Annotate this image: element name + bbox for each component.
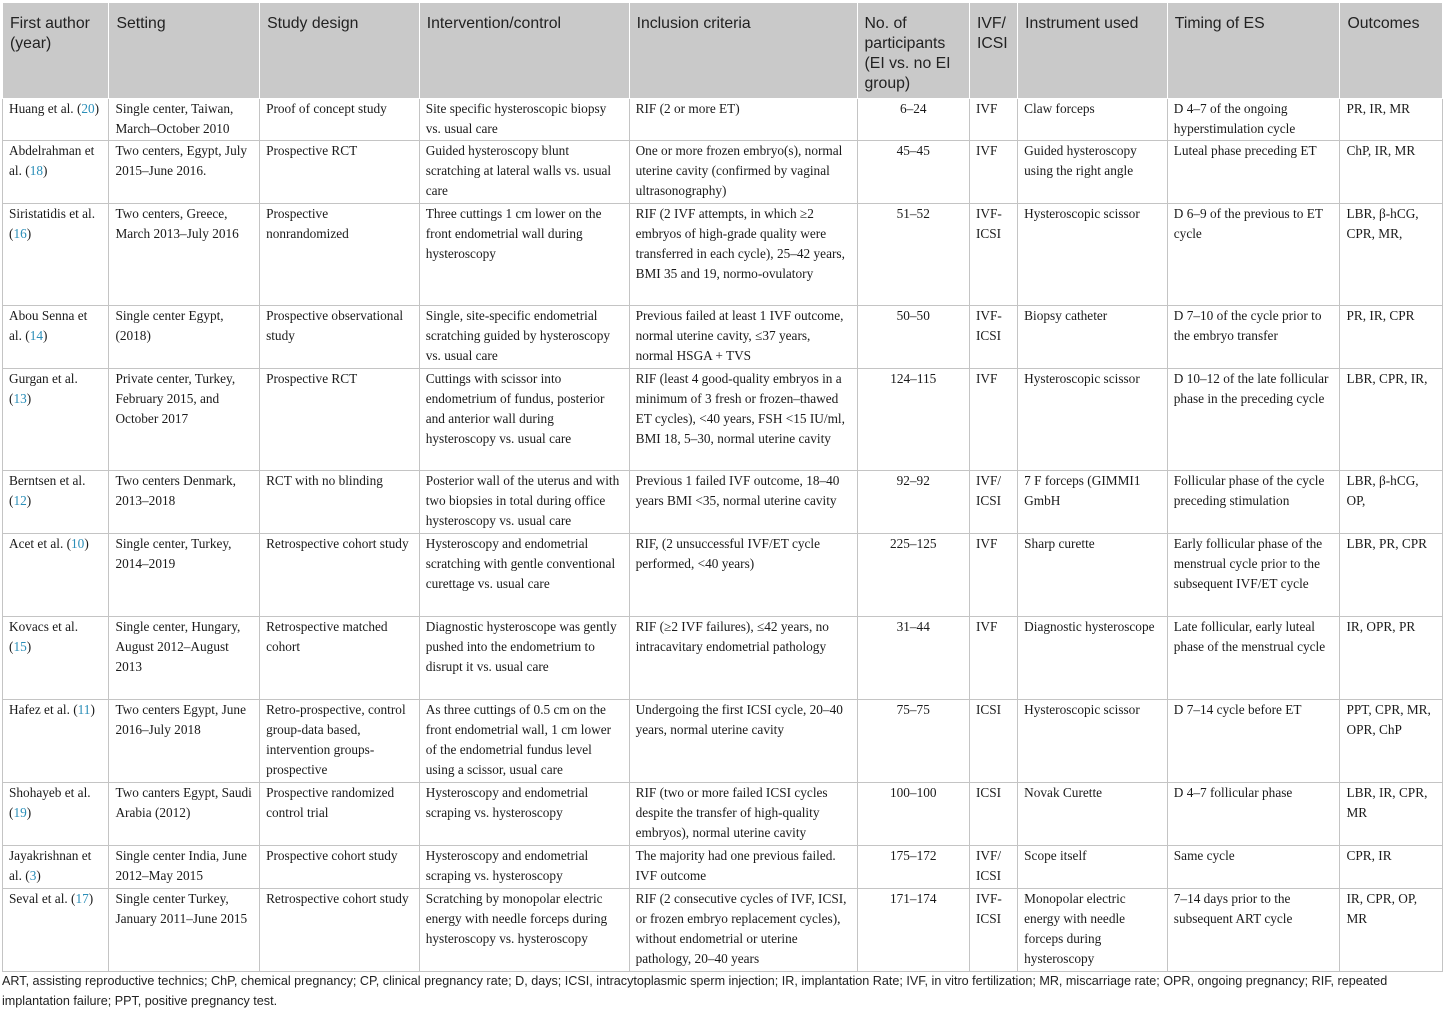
column-header-inclusion: Inclusion criteria xyxy=(629,3,857,99)
author-paren: ) xyxy=(42,328,48,343)
cell-design: Retrospective cohort study xyxy=(260,889,420,972)
cell-timing: D 4–7 of the ongoing hyperstimulation cycle xyxy=(1167,99,1340,141)
cell-design: Prospective nonrandomized xyxy=(260,204,420,306)
cell-setting: Single center Egypt, (2018) xyxy=(109,306,260,369)
table-row xyxy=(3,99,1443,141)
cell-instrument: Hysteroscopic scissor xyxy=(1018,700,1168,783)
cell-participants: 175–172 xyxy=(857,846,969,889)
cell-instrument: Diagnostic hysteroscope xyxy=(1018,617,1168,700)
cell-design: Prospective randomized control trial xyxy=(260,783,420,846)
cell-outcomes: CPR, IR xyxy=(1340,846,1443,889)
cell-inclusion: RIF (least 4 good-quality embryos in a minimum of 3 fresh or frozen–thawed ET cycles), <40 years, FSH <15 IU/ml, BMI 18, 5–30, normal uterine cavity xyxy=(629,369,857,471)
cell-author xyxy=(3,700,109,783)
column-header-instrument: Instrument used xyxy=(1018,3,1168,99)
reference-link[interactable]: 16 xyxy=(13,226,27,241)
cell-author xyxy=(3,99,109,141)
cell-setting: Two centers Denmark, 2013–2018 xyxy=(109,471,260,534)
cell-intervention: Single, site-specific endometrial scratching guided by hysteroscopy vs. usual care xyxy=(419,306,629,369)
cell-author xyxy=(3,204,109,306)
cell-outcomes: IR, OPR, PR xyxy=(1340,617,1443,700)
author-name: Shohayeb et al. ( xyxy=(9,785,91,820)
author-name: Jayakrishnan et al. ( xyxy=(9,848,92,883)
cell-design: Prospective RCT xyxy=(260,369,420,471)
cell-instrument: Sharp curette xyxy=(1018,534,1168,617)
author-name: Gurgan et al. ( xyxy=(9,371,78,406)
cell-author xyxy=(3,534,109,617)
cell-outcomes: ChP, IR, MR xyxy=(1340,141,1443,204)
cell-setting: Single center, Turkey, 2014–2019 xyxy=(109,534,260,617)
table-row xyxy=(3,889,1443,972)
reference-link[interactable]: 12 xyxy=(13,493,27,508)
table-row xyxy=(3,700,1443,783)
cell-participants: 75–75 xyxy=(857,700,969,783)
reference-link[interactable]: 13 xyxy=(13,391,27,406)
cell-timing: D 6–9 of the previous to ET cycle xyxy=(1167,204,1340,306)
cell-design: RCT with no blinding xyxy=(260,471,420,534)
cell-method: IVF/ ICSI xyxy=(969,846,1017,889)
table-row xyxy=(3,204,1443,306)
author-name: Abdelrahman et al. ( xyxy=(9,143,95,178)
author-name: Siristatidis et al. ( xyxy=(9,206,96,241)
cell-design: Prospective RCT xyxy=(260,141,420,204)
cell-participants: 50–50 xyxy=(857,306,969,369)
author-paren: ) xyxy=(26,493,32,508)
cell-inclusion: RIF (2 consecutive cycles of IVF, ICSI, or frozen embryo replacement cycles), without endometrial or uterine pathology, 20–40 years xyxy=(629,889,857,972)
cell-method: ICSI xyxy=(969,700,1017,783)
cell-author xyxy=(3,306,109,369)
cell-participants: 100–100 xyxy=(857,783,969,846)
reference-link[interactable]: 14 xyxy=(29,328,43,343)
cell-participants: 124–115 xyxy=(857,369,969,471)
column-header-setting: Setting xyxy=(109,3,260,99)
author-paren: ) xyxy=(90,702,95,717)
column-header-timing: Timing of ES xyxy=(1167,3,1340,99)
cell-outcomes: PPT, CPR, MR, OPR, ChP xyxy=(1340,700,1443,783)
cell-method: IVF xyxy=(969,99,1017,141)
author-name: Seval et al. ( xyxy=(9,891,76,906)
cell-instrument: Claw forceps xyxy=(1018,99,1168,141)
cell-setting: Single center, Taiwan, March–October 2010 xyxy=(109,99,260,141)
cell-method: IVF-ICSI xyxy=(969,889,1017,972)
author-name: Berntsen et al. ( xyxy=(9,473,86,508)
cell-outcomes: LBR, PR, CPR xyxy=(1340,534,1443,617)
cell-inclusion: RIF (≥2 IVF failures), ≤42 years, no intracavitary endometrial pathology xyxy=(629,617,857,700)
author-name: Abou Senna et al. ( xyxy=(9,308,88,343)
cell-design: Prospective observational study xyxy=(260,306,420,369)
cell-outcomes: LBR, β-hCG, OP, xyxy=(1340,471,1443,534)
cell-inclusion: RIF (2 IVF attempts, in which ≥2 embryos of high-grade quality were transferred in each cycle), 25–42 years, BMI 35 and 19, normo-ovulatory xyxy=(629,204,857,306)
cell-method: IVF-ICSI xyxy=(969,204,1017,306)
reference-link[interactable]: 3 xyxy=(29,868,37,883)
cell-setting: Two centers, Egypt, July 2015–June 2016. xyxy=(109,141,260,204)
cell-setting: Two centers Egypt, June 2016–July 2018 xyxy=(109,700,260,783)
cell-participants: 171–174 xyxy=(857,889,969,972)
cell-method: IVF-ICSI xyxy=(969,306,1017,369)
reference-link[interactable]: 15 xyxy=(13,639,27,654)
cell-author xyxy=(3,471,109,534)
cell-timing: Luteal phase preceding ET xyxy=(1167,141,1340,204)
author-paren: ) xyxy=(42,163,48,178)
cell-instrument: Monopolar electric energy with needle forceps during hysteroscopy xyxy=(1018,889,1168,972)
author-paren: ) xyxy=(26,639,32,654)
table-row xyxy=(3,306,1443,369)
table-row xyxy=(3,783,1443,846)
cell-outcomes: LBR, β-hCG, CPR, MR, xyxy=(1340,204,1443,306)
cell-author xyxy=(3,783,109,846)
author-paren: ) xyxy=(94,101,100,116)
cell-instrument: Guided hysteroscopy using the right angle xyxy=(1018,141,1168,204)
cell-inclusion: RIF, (2 unsuccessful IVF/ET cycle performed, <40 years) xyxy=(629,534,857,617)
cell-participants: 6–24 xyxy=(857,99,969,141)
cell-inclusion: RIF (2 or more ET) xyxy=(629,99,857,141)
author-paren: ) xyxy=(26,226,32,241)
cell-design: Retrospective cohort study xyxy=(260,534,420,617)
column-header-design: Study design xyxy=(260,3,420,99)
cell-intervention: Posterior wall of the uterus and with two biopsies in total during office hysteroscopy vs. usual care xyxy=(419,471,629,534)
reference-link[interactable]: 20 xyxy=(81,101,95,116)
column-header-intervention: Intervention/control xyxy=(419,3,629,99)
cell-instrument: Novak Curette xyxy=(1018,783,1168,846)
reference-link[interactable]: 19 xyxy=(13,805,27,820)
cell-intervention: Site specific hysteroscopic biopsy vs. usual care xyxy=(419,99,629,141)
table-footnote: ART, assisting reproductive technics; ChP, chemical pregnancy; CP, clinical pregnancy rate; D, days; ICSI, intracytoplasmic sperm injection; IR, implantation Rate; IVF, in vitro fertilization; MR, miscarriage rate; OPR, ongoing pregnancy; RIF, repeated implantation failure; PPT, positive pregnancy test. xyxy=(2,974,1388,1008)
column-header-participants: No. of participants (EI vs. no EI group) xyxy=(857,3,969,99)
cell-inclusion: Undergoing the first ICSI cycle, 20–40 years, normal uterine cavity xyxy=(629,700,857,783)
cell-timing: Same cycle xyxy=(1167,846,1340,889)
column-header-author: First author (year) xyxy=(3,3,109,99)
cell-participants: 31–44 xyxy=(857,617,969,700)
studies-table xyxy=(2,2,1443,972)
cell-outcomes: PR, IR, MR xyxy=(1340,99,1443,141)
cell-instrument: Hysteroscopic scissor xyxy=(1018,369,1168,471)
table-row xyxy=(3,617,1443,700)
cell-timing: D 10–12 of the late follicular phase in the preceding cycle xyxy=(1167,369,1340,471)
cell-timing: 7–14 days prior to the subsequent ART cycle xyxy=(1167,889,1340,972)
cell-outcomes: IR, CPR, OP, MR xyxy=(1340,889,1443,972)
cell-instrument: Biopsy catheter xyxy=(1018,306,1168,369)
table-body xyxy=(3,99,1443,972)
cell-timing: D 4–7 follicular phase xyxy=(1167,783,1340,846)
cell-design: Retrospective matched cohort xyxy=(260,617,420,700)
cell-timing: Late follicular, early luteal phase of the menstrual cycle xyxy=(1167,617,1340,700)
table-row xyxy=(3,846,1443,889)
cell-setting: Private center, Turkey, February 2015, and October 2017 xyxy=(109,369,260,471)
cell-method: IVF xyxy=(969,534,1017,617)
cell-participants: 51–52 xyxy=(857,204,969,306)
cell-method: IVF xyxy=(969,369,1017,471)
author-paren: ) xyxy=(26,391,32,406)
cell-method: IVF xyxy=(969,617,1017,700)
cell-instrument: Scope itself xyxy=(1018,846,1168,889)
cell-design: Retro-prospective, control group-data based, intervention groups-prospective xyxy=(260,700,420,783)
cell-method: ICSI xyxy=(969,783,1017,846)
reference-link[interactable]: 17 xyxy=(75,891,89,906)
reference-link[interactable]: 10 xyxy=(71,536,85,551)
cell-intervention: Guided hysteroscopy blunt scratching at lateral walls vs. usual care xyxy=(419,141,629,204)
cell-outcomes: PR, IR, CPR xyxy=(1340,306,1443,369)
cell-timing: Follicular phase of the cycle preceding stimulation xyxy=(1167,471,1340,534)
reference-link[interactable]: 11 xyxy=(77,702,91,717)
cell-participants: 45–45 xyxy=(857,141,969,204)
author-paren: ) xyxy=(36,868,41,883)
cell-author xyxy=(3,141,109,204)
cell-setting: Single center, Hungary, August 2012–August 2013 xyxy=(109,617,260,700)
author-paren: ) xyxy=(84,536,89,551)
cell-timing: Early follicular phase of the menstrual cycle prior to the subsequent IVF/ET cycle xyxy=(1167,534,1340,617)
author-name: Kovacs et al. ( xyxy=(9,619,79,654)
cell-inclusion: One or more frozen embryo(s), normal uterine cavity (confirmed by vaginal ultrasonography) xyxy=(629,141,857,204)
cell-author xyxy=(3,617,109,700)
cell-intervention: Hysteroscopy and endometrial scratching with gentle conventional curettage vs. usual care xyxy=(419,534,629,617)
author-name: Hafez et al. ( xyxy=(9,702,78,717)
cell-outcomes: LBR, CPR, IR, xyxy=(1340,369,1443,471)
cell-setting: Single center Turkey, January 2011–June 2015 xyxy=(109,889,260,972)
cell-participants: 225–125 xyxy=(857,534,969,617)
cell-intervention: Hysteroscopy and endometrial scraping vs. hysteroscopy xyxy=(419,783,629,846)
cell-author xyxy=(3,846,109,889)
reference-link[interactable]: 18 xyxy=(29,163,43,178)
author-paren: ) xyxy=(26,805,32,820)
cell-inclusion: The majority had one previous failed. IVF outcome xyxy=(629,846,857,889)
cell-intervention: Three cuttings 1 cm lower on the front endometrial wall during hysteroscopy xyxy=(419,204,629,306)
cell-timing: D 7–10 of the cycle prior to the embryo transfer xyxy=(1167,306,1340,369)
cell-intervention: Diagnostic hysteroscope was gently pushed into the endometrium to disrupt it vs. usual care xyxy=(419,617,629,700)
column-header-method: IVF/ ICSI xyxy=(969,3,1017,99)
cell-method: IVF xyxy=(969,141,1017,204)
table-row xyxy=(3,471,1443,534)
table-row xyxy=(3,534,1443,617)
cell-intervention: Hysteroscopy and endometrial scraping vs. hysteroscopy xyxy=(419,846,629,889)
cell-instrument: 7 F forceps (GIMMI1 GmbH xyxy=(1018,471,1168,534)
author-name: Huang et al. ( xyxy=(9,101,82,116)
cell-author xyxy=(3,889,109,972)
table-row xyxy=(3,141,1443,204)
cell-method: IVF/ ICSI xyxy=(969,471,1017,534)
cell-inclusion: Previous failed at least 1 IVF outcome, normal uterine cavity, ≤37 years, normal HSGA + TVS xyxy=(629,306,857,369)
cell-inclusion: RIF (two or more failed ICSI cycles despite the transfer of high-quality embryos), normal uterine cavity xyxy=(629,783,857,846)
cell-setting: Single center India, June 2012–May 2015 xyxy=(109,846,260,889)
cell-intervention: Scratching by monopolar electric energy with needle forceps during hysteroscopy vs. hysteroscopy xyxy=(419,889,629,972)
author-paren: ) xyxy=(88,891,94,906)
cell-setting: Two centers, Greece, March 2013–July 2016 xyxy=(109,204,260,306)
cell-author xyxy=(3,369,109,471)
cell-design: Prospective cohort study xyxy=(260,846,420,889)
cell-inclusion: Previous 1 failed IVF outcome, 18–40 years BMI <35, normal uterine cavity xyxy=(629,471,857,534)
cell-design: Proof of concept study xyxy=(260,99,420,141)
cell-setting: Two canters Egypt, Saudi Arabia (2012) xyxy=(109,783,260,846)
column-header-outcomes: Outcomes xyxy=(1340,3,1443,99)
author-name: Acet et al. ( xyxy=(9,536,72,551)
cell-intervention: As three cuttings of 0.5 cm on the front endometrial wall, 1 cm lower of the endometrial fundus level using a scissor, usual care xyxy=(419,700,629,783)
cell-outcomes: LBR, IR, CPR, MR xyxy=(1340,783,1443,846)
cell-intervention: Cuttings with scissor into endometrium of fundus, posterior and anterior wall during hysteroscopy vs. usual care xyxy=(419,369,629,471)
cell-participants: 92–92 xyxy=(857,471,969,534)
cell-instrument: Hysteroscopic scissor xyxy=(1018,204,1168,306)
header-row xyxy=(3,3,1443,99)
table-row xyxy=(3,369,1443,471)
cell-timing: D 7–14 cycle before ET xyxy=(1167,700,1340,783)
